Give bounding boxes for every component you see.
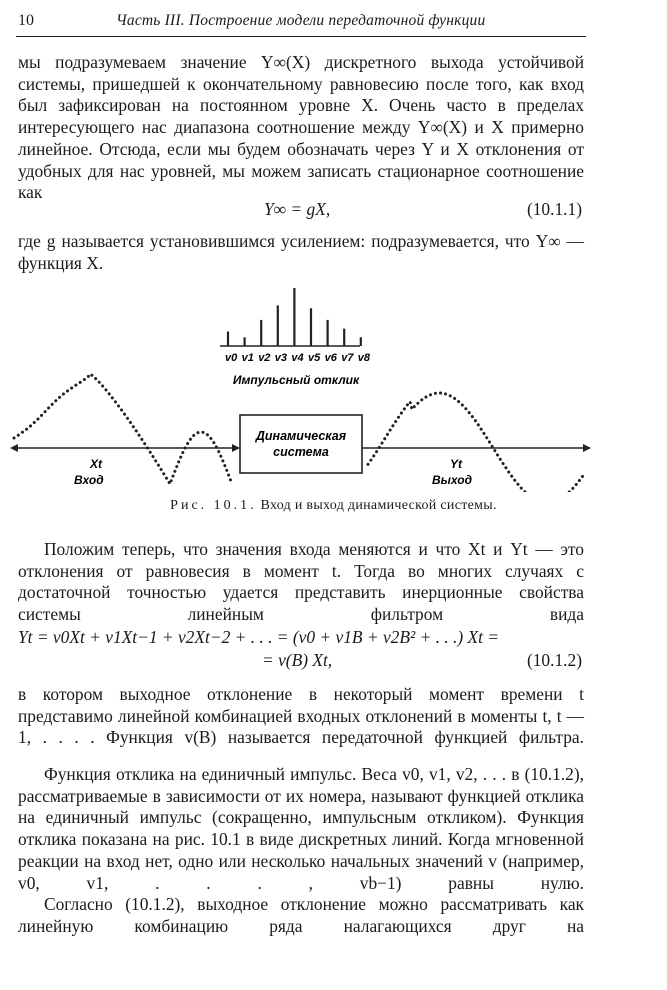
box-label-line2: система xyxy=(273,445,329,459)
impulse-label-1: v1 xyxy=(241,352,254,364)
impulse-label-6: v6 xyxy=(324,352,337,364)
equation-number: (10.1.2) xyxy=(526,650,582,670)
impulse-label-5: v5 xyxy=(308,352,321,364)
input-arrow-to-box xyxy=(232,444,240,452)
page-number: 10 xyxy=(18,12,34,29)
paragraph-superposition: Согласно (10.1.2), выходное отклонение можно рассматривать как линейную комбинацию ряда налагающихся друг на xyxy=(18,894,584,936)
impulse-caption: Импульсный отклик xyxy=(232,373,360,387)
output-wave xyxy=(368,393,584,492)
input-arrow xyxy=(10,444,18,452)
figure-caption xyxy=(0,498,667,514)
impulse-label-2: v2 xyxy=(258,352,271,364)
equation-10-1-2 xyxy=(18,627,584,675)
impulse-label-0: v0 xyxy=(225,352,238,364)
figure-10-1 xyxy=(0,280,667,492)
paragraph-steady-state: мы подразумеваем значение Y∞(X) дискретного выхода устойчивой системы, пришедшей к окончательному равновесию после того, как вход был зафиксирован на постоянном уровне X. Очень часто в пределах интересующего нас диапазона соотношение между Y∞(X) и X примерно линейное. Отсюда, если мы будем обозначать через Y и X отклонения от удобных для нас уровней, мы можем записать стационарное соотношение как xyxy=(18,52,584,203)
impulse-response-bars xyxy=(228,288,361,346)
paragraph-impulse-response: Функция отклика на единичный импульс. Веса v0, v1, v2, . . . в (10.1.2), рассматриваемые в зависимости от их номера, называют функцией отклика на единичный импульс (сокращенно, импульсным откликом). Функция отклика показана на рис. 10.1 в виде дискретных линий. Когда мгновенной реакции на вход нет, одно или несколько начальных значений v (например, v0, v1, . . . , vb−1) равны нулю. xyxy=(18,764,584,893)
impulse-label-4: v4 xyxy=(291,352,304,364)
impulse-label-8: v8 xyxy=(357,352,371,364)
input-label: Вход xyxy=(74,473,104,487)
impulse-labels xyxy=(225,352,371,364)
equation-formula: Y∞ = gX, xyxy=(264,199,331,219)
input-wave xyxy=(14,374,232,484)
box-label-line1: Динамическая xyxy=(255,429,347,443)
impulse-label-7: v7 xyxy=(341,352,354,364)
caption-lead: Рис. 10.1. xyxy=(170,498,257,513)
output-label: Выход xyxy=(432,473,473,487)
equation-10-1-1 xyxy=(18,199,584,223)
input-symbol: Xt xyxy=(90,457,102,471)
equation-line1: Yt = v0Xt + v1Xt−1 + v2Xt−2 + . . . = (v0 + v1B + v2B² + . . .) Xt = xyxy=(18,627,500,647)
paragraph-gain-definition: где g называется установившимся усилением: подразумевается, что Y∞ — функция X. xyxy=(18,231,584,273)
equation-line2: = v(B) Xt, xyxy=(262,650,333,670)
output-symbol: Yt xyxy=(450,457,462,471)
caption-text: Вход и выход динамической системы. xyxy=(260,498,497,513)
running-head xyxy=(16,10,586,37)
impulse-label-3: v3 xyxy=(274,352,288,364)
paragraph-linear-filter: Положим теперь, что значения входа меняются и что Xt и Yt — это отклонения от равновесия в момент t. Тогда во многих случаях с достаточной точностью удается представить инерционные свойства системы линейным фильтром вида xyxy=(18,539,584,625)
dynamic-system-box xyxy=(240,415,362,473)
equation-number: (10.1.1) xyxy=(526,199,582,219)
output-arrow xyxy=(583,444,591,452)
paragraph-transfer-function: в котором выходное отклонение в некоторый момент времени t представимо линейной комбинацией входных отклонений в моменты t, t — 1, . . . . Функция v(B) называется передаточной функцией фильтра. xyxy=(18,684,584,748)
chapter-title: Часть III. Построение модели передаточной функции xyxy=(116,12,486,29)
